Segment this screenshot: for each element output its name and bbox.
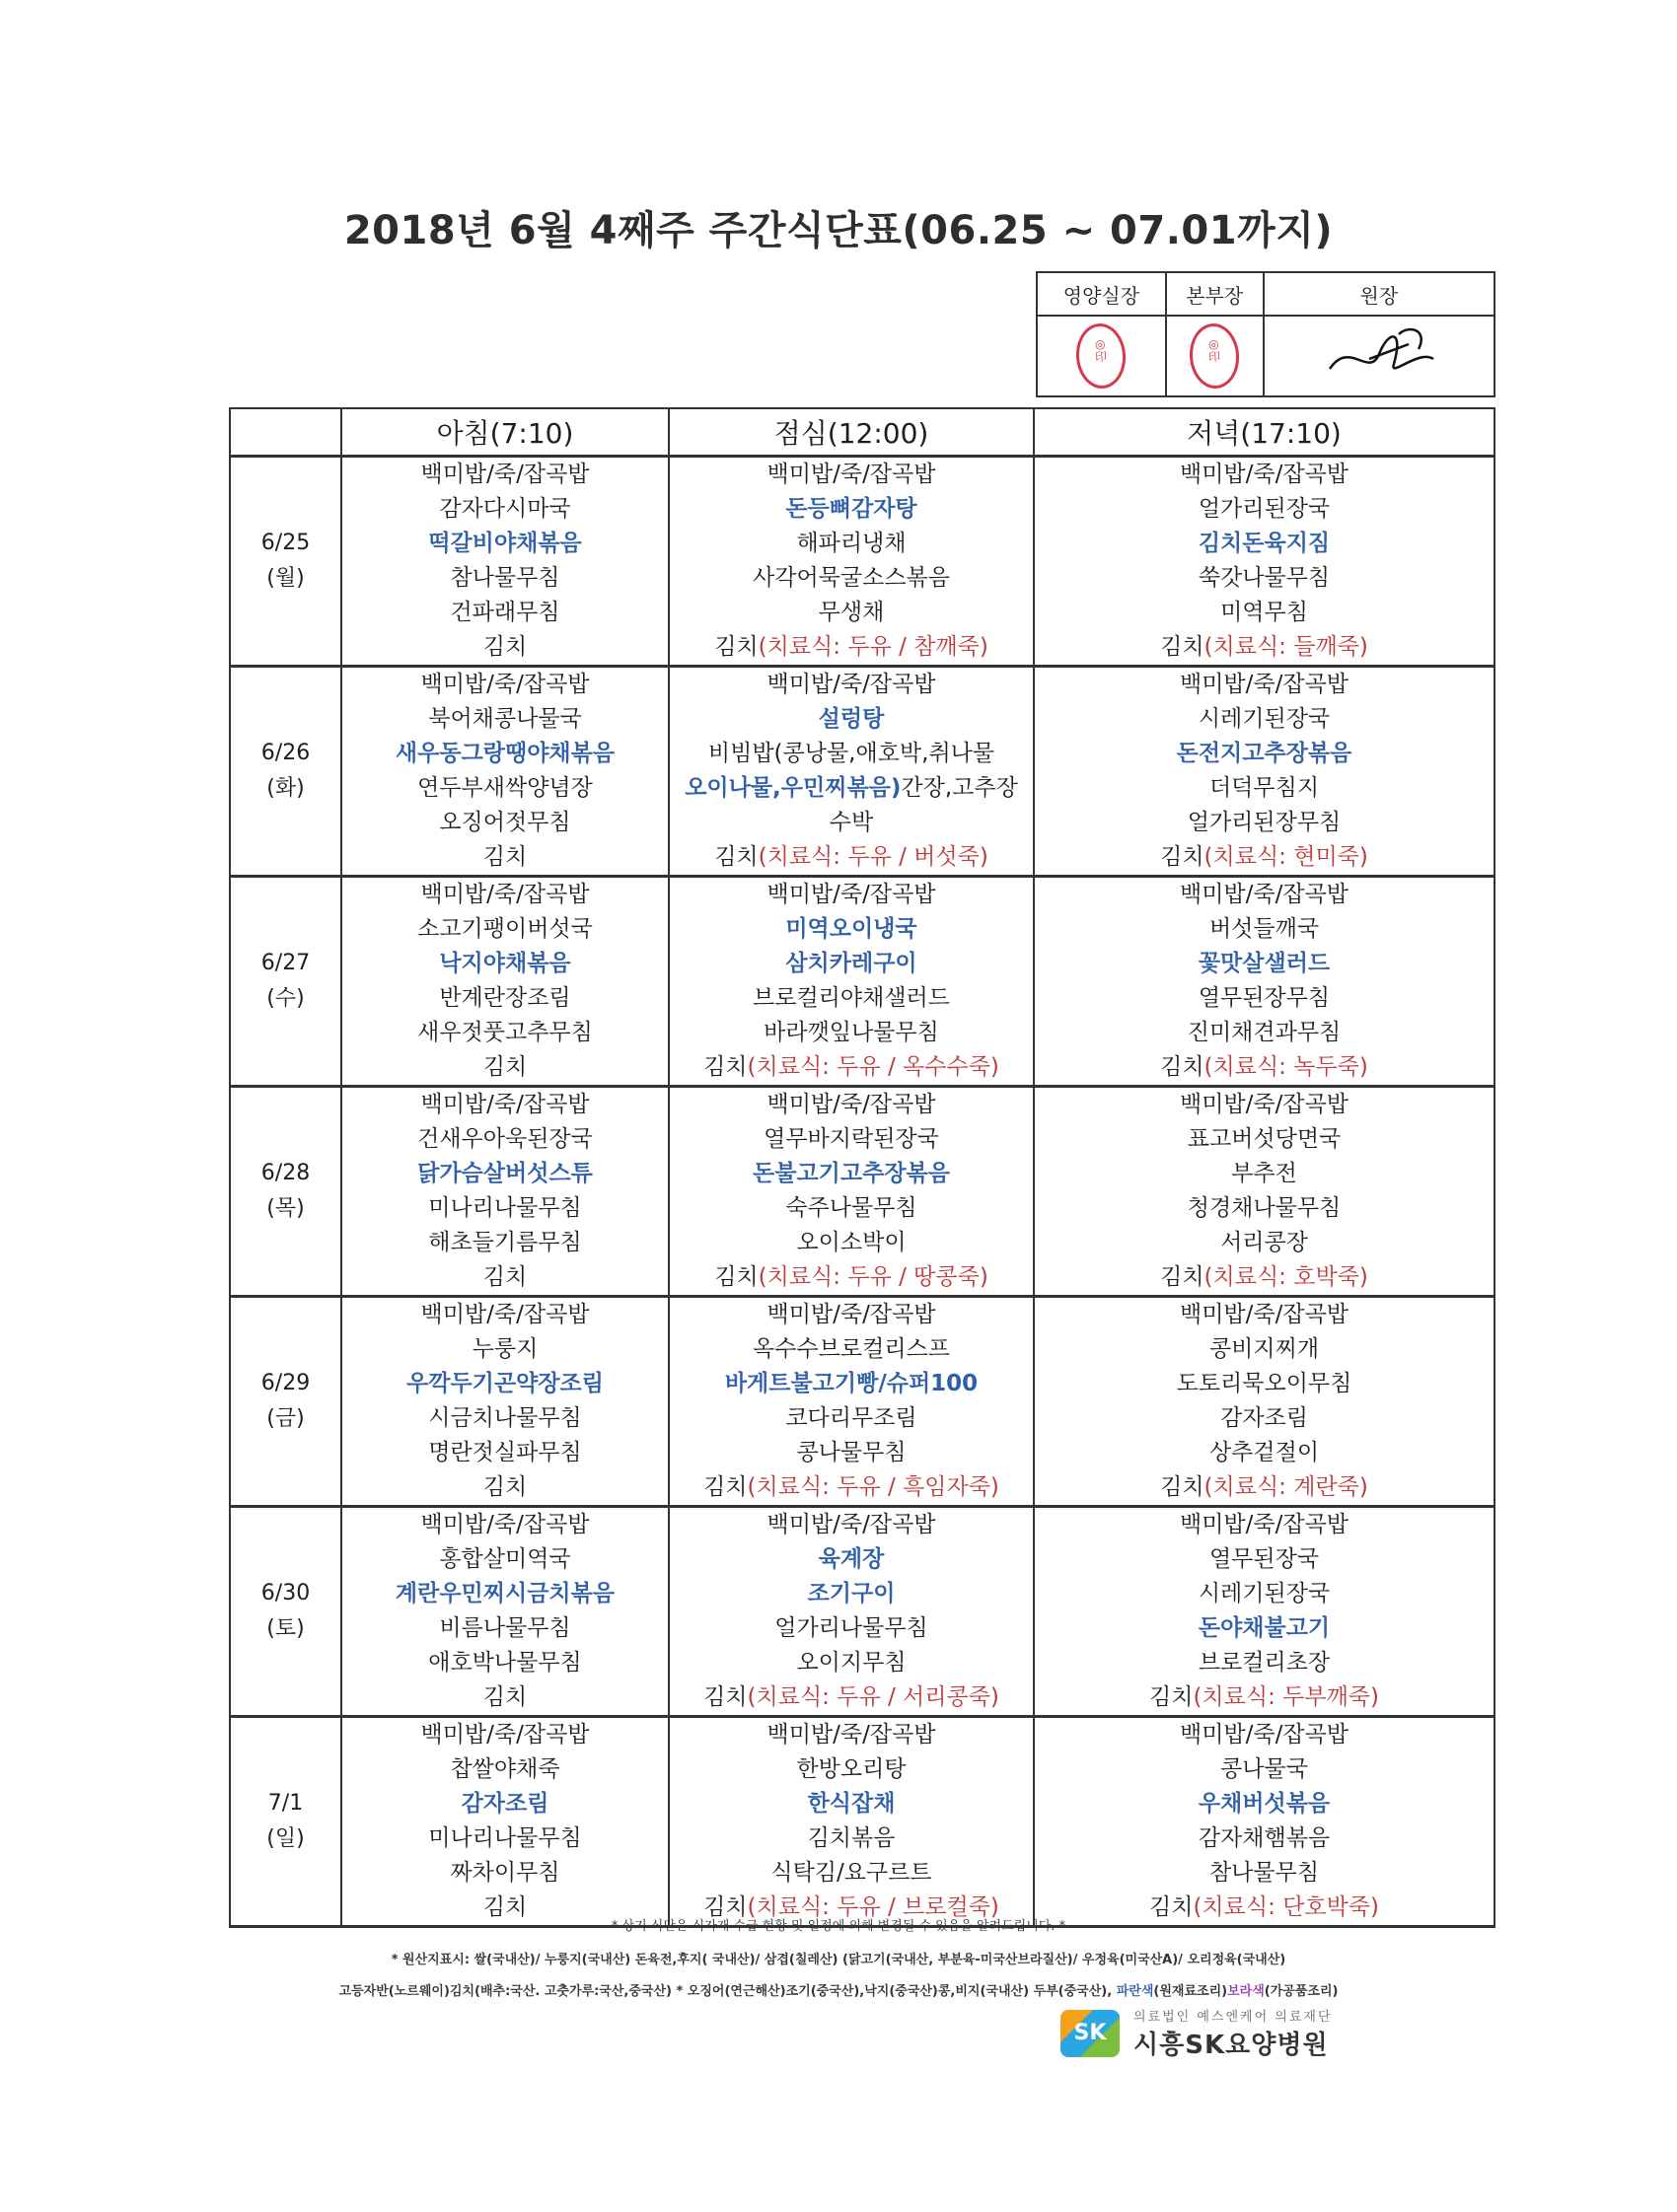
menu-item: 김치 <box>482 1474 528 1500</box>
red-seal-stamp: ◎ 印 <box>1188 321 1241 390</box>
menu-item: 상추겉절이 <box>1208 1440 1320 1465</box>
menu-item: 백미밥/죽/잡곡밥 <box>420 1092 590 1117</box>
menu-item: 백미밥/죽/잡곡밥 <box>420 672 590 697</box>
dinner-cell <box>1034 1087 1495 1297</box>
kimchi-therapy-item: 김치(치료식: 두유 / 브로컬죽) <box>703 1894 999 1920</box>
kimchi-label: 김치 <box>1160 1474 1204 1500</box>
kimchi-therapy-item: 김치(치료식: 두유 / 참깨죽) <box>714 634 988 660</box>
lunch-cell <box>669 1297 1034 1507</box>
breakfast-cell <box>341 877 669 1087</box>
menu-item: 김치 <box>482 1054 528 1080</box>
red-seal-stamp: ◎ 印 <box>1074 321 1128 390</box>
therapy-diet: 치료식: 들깨죽 <box>1212 634 1359 660</box>
lunch-cell <box>669 667 1034 877</box>
menu-item: 코다리무조림 <box>785 1405 917 1431</box>
menu-item: 홍합살미역국 <box>439 1546 571 1572</box>
menu-item: 얼가리된장무침 <box>1187 810 1342 835</box>
menu-item: 한식잡채 <box>807 1791 896 1817</box>
menu-item: 김치 <box>482 844 528 870</box>
weekday-label: (목) <box>266 1196 305 1221</box>
menu-item: 김치 <box>482 634 528 660</box>
breakfast-cell <box>341 667 669 877</box>
therapy-diet: 치료식: 두부깨죽 <box>1202 1684 1371 1710</box>
menu-item: 애호박나물무침 <box>428 1650 582 1676</box>
menu-item: 김치 <box>482 1684 528 1710</box>
menu-item: 감자조림 <box>1220 1405 1308 1431</box>
menu-item: 미역무침 <box>1220 600 1308 625</box>
kimchi-therapy-item: 김치(치료식: 계란죽) <box>1160 1474 1368 1500</box>
date-label: 6/29 <box>260 1371 311 1395</box>
menu-item: 새우젓풋고추무침 <box>417 1020 593 1045</box>
therapy-diet: 치료식: 계란죽 <box>1212 1474 1359 1500</box>
dinner-cell <box>1034 1297 1495 1507</box>
hospital-logo <box>1060 2006 1333 2061</box>
menu-item: 콩나물무침 <box>796 1440 907 1465</box>
menu-item: 백미밥/죽/잡곡밥 <box>1179 1302 1349 1327</box>
date-cell <box>230 1717 341 1927</box>
menu-item: 백미밥/죽/잡곡밥 <box>420 1722 590 1748</box>
lunch-cell <box>669 1507 1034 1717</box>
header-lunch: 점심(12:00) <box>669 408 1034 457</box>
weekday-label: (금) <box>266 1406 305 1431</box>
notice-line: * 상기 식단은 식자재 수급 현황 및 일정에 의해 변경될 수 있음을 알려드립니다. * <box>611 1919 1066 1934</box>
header-breakfast: 아침(7:10) <box>341 408 669 457</box>
date-cell <box>230 1087 341 1297</box>
menu-item: 열무바지락된장국 <box>764 1126 939 1152</box>
menu-item: 사각어묵굴소스볶음 <box>753 565 950 591</box>
menu-item: 백미밥/죽/잡곡밥 <box>1179 882 1349 907</box>
weekday-label: (화) <box>266 776 305 801</box>
therapy-diet: 치료식: 두유 / 버섯죽 <box>766 844 980 870</box>
kimchi-label: 김치 <box>714 844 759 870</box>
breakfast-cell <box>341 457 669 667</box>
menu-item: 백미밥/죽/잡곡밥 <box>766 672 936 697</box>
menu-item: 무생채 <box>818 600 885 625</box>
menu-item: 조기구이 <box>807 1581 896 1606</box>
menu-item: 반계란장조림 <box>439 985 571 1011</box>
therapy-diet: 치료식: 녹두죽 <box>1212 1054 1359 1080</box>
menu-item: 새우동그랑땡야채볶음 <box>395 741 616 766</box>
therapy-diet: 치료식: 두유 / 브로컬죽 <box>756 1894 990 1920</box>
menu-item: 백미밥/죽/잡곡밥 <box>420 462 590 487</box>
day-row <box>230 667 1495 877</box>
day-row <box>230 877 1495 1087</box>
menu-item: 참나물무침 <box>450 565 560 591</box>
legend-blue-desc: (원재료조리) <box>1153 1984 1228 1999</box>
menu-item: 백미밥/죽/잡곡밥 <box>766 462 936 487</box>
menu-item: 시레기된장국 <box>1198 1581 1331 1606</box>
day-row <box>230 1297 1495 1507</box>
menu-item: 숙주나물무침 <box>785 1195 917 1221</box>
menu-item: 도토리묵오이무침 <box>1176 1371 1352 1396</box>
breakfast-cell <box>341 1717 669 1927</box>
therapy-diet: 치료식: 호박죽 <box>1212 1264 1359 1290</box>
menu-item: 시금치나물무침 <box>428 1405 582 1431</box>
menu-item: 김치 <box>482 1894 528 1920</box>
logo-subtitle: 의료법인 예스엔케어 의료재단 <box>1133 2010 1333 2025</box>
menu-item: 소고기팽이버섯국 <box>417 916 593 942</box>
kimchi-label: 김치 <box>1160 1054 1204 1080</box>
menu-item: 떡갈비야채볶음 <box>428 531 582 556</box>
signature-mark <box>1310 320 1448 389</box>
kimchi-therapy-item: 김치(치료식: 두유 / 버섯죽) <box>714 844 988 870</box>
origin-line: * 원산지표시: 쌀(국내산)/ 누룽지(국내산) 돈육전,후지( 국내산)/ 삼겹(칠레산) (닭고기(국내산, 부분육-미국산브라질산)/ 우정육(미국산A)/ 오리정육(국내산) <box>391 1953 1286 1967</box>
day-row <box>230 457 1495 667</box>
menu-item: 돈야채불고기 <box>1198 1615 1331 1641</box>
menu-item: 수박 <box>829 810 874 835</box>
kimchi-label: 김치 <box>1160 634 1204 660</box>
menu-item: 명란젓실파무침 <box>428 1440 582 1465</box>
menu-item: 오이지무침 <box>796 1650 907 1676</box>
therapy-diet: 치료식: 현미죽 <box>1212 844 1359 870</box>
breakfast-cell <box>341 1507 669 1717</box>
date-label: 7/1 <box>267 1791 304 1816</box>
menu-item: 바라깻잎나물무침 <box>764 1020 939 1045</box>
weekday-label: (수) <box>266 986 305 1011</box>
menu-item: 버섯들깨국 <box>1208 916 1320 942</box>
menu-item: 돈전지고추장볶음 <box>1176 741 1352 766</box>
menu-item-plain: 간장,고추장 <box>901 775 1018 801</box>
menu-item: 돈등뼈감자탕 <box>785 496 917 522</box>
menu-item: 계란우민찌시금치볶음 <box>395 1581 616 1606</box>
menu-item: 바게트불고기빵/슈퍼100 <box>724 1371 979 1396</box>
menu-item: 백미밥/죽/잡곡밥 <box>420 882 590 907</box>
approval-header: 영양실장 <box>1037 272 1166 316</box>
menu-item: 오이소박이 <box>796 1230 907 1255</box>
menu-item: 백미밥/죽/잡곡밥 <box>1179 1092 1349 1117</box>
kimchi-label: 김치 <box>703 1474 748 1500</box>
menu-item: 누룽지 <box>472 1336 539 1362</box>
menu-item: 쑥갓나물무침 <box>1198 565 1331 591</box>
date-cell <box>230 667 341 877</box>
therapy-diet: 치료식: 두유 / 참깨죽 <box>766 634 980 660</box>
date-cell <box>230 1507 341 1717</box>
kimchi-label: 김치 <box>714 1264 759 1290</box>
approval-seal-cell <box>1166 316 1264 396</box>
menu-item: 해초들기름무침 <box>428 1230 582 1255</box>
date-cell <box>230 1297 341 1507</box>
menu-item: 시레기된장국 <box>1198 706 1331 732</box>
date-cell <box>230 877 341 1087</box>
dinner-cell <box>1034 667 1495 877</box>
kimchi-therapy-item: 김치(치료식: 두부깨죽) <box>1149 1684 1379 1710</box>
menu-item: 식탁김/요구르트 <box>770 1860 932 1886</box>
menu-item: 감자채햄볶음 <box>1198 1825 1331 1851</box>
menu-item: 육계장 <box>818 1546 885 1572</box>
menu-item: 삼치카레구이 <box>785 951 917 976</box>
lunch-cell <box>669 1087 1034 1297</box>
menu-item: 건새우아욱된장국 <box>417 1126 593 1152</box>
day-row <box>230 1087 1495 1297</box>
kimchi-therapy-item: 김치(치료식: 현미죽) <box>1160 844 1368 870</box>
menu-item: 김치 <box>482 1264 528 1290</box>
menu-item: 얼가리된장국 <box>1198 496 1331 522</box>
menu-item: 백미밥/죽/잡곡밥 <box>766 1302 936 1327</box>
kimchi-label: 김치 <box>703 1054 748 1080</box>
menu-item: 백미밥/죽/잡곡밥 <box>766 882 936 907</box>
lunch-cell <box>669 877 1034 1087</box>
breakfast-cell <box>341 1297 669 1507</box>
menu-item: 브로컬리야채샐러드 <box>753 985 950 1011</box>
menu-item: 닭가슴살버섯스튜 <box>417 1161 593 1186</box>
therapy-diet: 치료식: 단호박죽 <box>1202 1894 1371 1920</box>
kimchi-label: 김치 <box>1149 1684 1194 1710</box>
menu-item: 해파리냉채 <box>796 531 907 556</box>
menu-item: 낙지야채볶음 <box>439 951 571 976</box>
origin-line-2 <box>0 1980 1677 1999</box>
approval-seal-cell <box>1037 316 1166 396</box>
page-title: 2018년 6월 4째주 주간식단표(06.25 ~ 07.01까지) <box>343 208 1334 253</box>
dinner-cell <box>1034 1717 1495 1927</box>
date-label: 6/28 <box>260 1161 311 1185</box>
menu-item: 옥수수브로컬리스프 <box>753 1336 950 1362</box>
menu-item: 연두부새싹양념장 <box>417 775 593 801</box>
menu-item: 더덕무침지 <box>1208 775 1320 801</box>
therapy-diet: 치료식: 두유 / 서리콩죽 <box>756 1684 990 1710</box>
kimchi-label: 김치 <box>1160 1264 1204 1290</box>
menu-item: 돈불고기고추장볶음 <box>753 1161 950 1186</box>
menu-item: 백미밥/죽/잡곡밥 <box>766 1092 936 1117</box>
menu-item <box>670 771 1033 806</box>
dinner-cell <box>1034 457 1495 667</box>
menu-item: 한방오리탕 <box>796 1756 907 1782</box>
menu-item: 백미밥/죽/잡곡밥 <box>766 1722 936 1748</box>
menu-item: 김치돈육지짐 <box>1198 531 1331 556</box>
approval-header: 원장 <box>1264 272 1495 316</box>
menu-item: 백미밥/죽/잡곡밥 <box>766 1512 936 1537</box>
approval-signature-cell <box>1264 316 1495 396</box>
menu-item: 청경채나물무침 <box>1187 1195 1342 1221</box>
kimchi-therapy-item: 김치(치료식: 두유 / 옥수수죽) <box>703 1054 999 1080</box>
menu-item: 부추전 <box>1231 1161 1297 1186</box>
menu-item: 참나물무침 <box>1208 1860 1320 1886</box>
date-label: 6/27 <box>260 951 311 975</box>
kimchi-label: 김치 <box>703 1894 748 1920</box>
approval-header: 본부장 <box>1166 272 1264 316</box>
kimchi-label: 김치 <box>703 1684 748 1710</box>
menu-item: 서리콩장 <box>1220 1230 1308 1255</box>
date-label: 6/30 <box>260 1581 311 1605</box>
menu-item: 감자다시마국 <box>439 496 571 522</box>
kimchi-therapy-item: 김치(치료식: 두유 / 땅콩죽) <box>714 1264 988 1290</box>
menu-item: 백미밥/죽/잡곡밥 <box>420 1302 590 1327</box>
menu-item: 백미밥/죽/잡곡밥 <box>1179 462 1349 487</box>
dinner-cell <box>1034 877 1495 1087</box>
menu-item: 북어채콩나물국 <box>428 706 582 732</box>
weekly-menu-table <box>229 407 1495 1928</box>
menu-item: 건파래무침 <box>450 600 560 625</box>
weekday-label: (월) <box>266 566 305 591</box>
menu-item: 꽃맛살샐러드 <box>1198 951 1331 976</box>
date-label: 6/25 <box>260 531 311 555</box>
therapy-diet: 치료식: 두유 / 흑임자죽 <box>756 1474 990 1500</box>
menu-item: 진미채견과무침 <box>1187 1020 1342 1045</box>
weekday-label: (토) <box>266 1616 305 1641</box>
menu-item: 비빔밥(콩낭물,애호박,취나물 <box>707 741 995 766</box>
lunch-cell <box>669 1717 1034 1927</box>
kimchi-label: 김치 <box>1149 1894 1194 1920</box>
breakfast-cell <box>341 1087 669 1297</box>
kimchi-therapy-item: 김치(치료식: 호박죽) <box>1160 1264 1368 1290</box>
menu-item: 콩비지찌개 <box>1208 1336 1320 1362</box>
legend-purple: 보라색 <box>1227 1984 1265 1999</box>
kimchi-therapy-item: 김치(치료식: 단호박죽) <box>1149 1894 1379 1920</box>
menu-item: 김치볶음 <box>807 1825 896 1851</box>
approval-box <box>1036 271 1495 397</box>
menu-item: 설렁탕 <box>818 706 885 732</box>
lunch-cell <box>669 457 1034 667</box>
menu-item: 미나리나물무침 <box>428 1825 582 1851</box>
origin-text: 고등자반(노르웨이)김치(배추:국산. 고춧가루:국산,중국산) * 오징어(연근해산)조기(중국산),낙지(중국산)콩,비지(국내산) 두부(중국산), <box>338 1984 1117 1999</box>
kimchi-therapy-item: 김치(치료식: 두유 / 서리콩죽) <box>703 1684 999 1710</box>
kimchi-therapy-item: 김치(치료식: 두유 / 흑임자죽) <box>703 1474 999 1500</box>
menu-item: 찹쌀야채죽 <box>450 1756 560 1782</box>
legend-purple-desc: (가공품조리) <box>1264 1984 1339 1999</box>
kimchi-label: 김치 <box>1160 844 1204 870</box>
menu-item: 미나리나물무침 <box>428 1195 582 1221</box>
menu-item: 얼가리나물무침 <box>774 1615 928 1641</box>
day-row <box>230 1507 1495 1717</box>
menu-item: 열무된장무침 <box>1198 985 1331 1011</box>
menu-item: 감자조림 <box>461 1791 549 1817</box>
dinner-cell <box>1034 1507 1495 1717</box>
date-cell <box>230 457 341 667</box>
menu-item: 표고버섯당면국 <box>1187 1126 1342 1152</box>
menu-item: 짜차이무침 <box>450 1860 560 1886</box>
day-row <box>230 1717 1495 1927</box>
corner-cell <box>230 408 341 457</box>
weekday-label: (일) <box>266 1826 305 1851</box>
menu-item: 콩나물국 <box>1220 1756 1308 1782</box>
menu-item: 백미밥/죽/잡곡밥 <box>1179 672 1349 697</box>
legend-blue: 파란색 <box>1116 1984 1154 1999</box>
menu-item: 미역오이냉국 <box>785 916 917 942</box>
menu-item: 백미밥/죽/잡곡밥 <box>420 1512 590 1537</box>
menu-item: 우깍두기곤약장조림 <box>406 1371 604 1396</box>
menu-item: 비름나물무침 <box>439 1615 571 1641</box>
menu-item: 백미밥/죽/잡곡밥 <box>1179 1722 1349 1748</box>
date-label: 6/26 <box>260 741 311 765</box>
kimchi-therapy-item: 김치(치료식: 녹두죽) <box>1160 1054 1368 1080</box>
header-dinner: 저녁(17:10) <box>1034 408 1495 457</box>
menu-item: 브로컬리초장 <box>1198 1650 1331 1676</box>
menu-item: 백미밥/죽/잡곡밥 <box>1179 1512 1349 1537</box>
logo-name: 시흥SK요양병원 <box>1133 2031 1329 2060</box>
kimchi-label: 김치 <box>714 634 759 660</box>
therapy-diet: 치료식: 두유 / 옥수수죽 <box>756 1054 990 1080</box>
therapy-diet: 치료식: 두유 / 땅콩죽 <box>766 1264 980 1290</box>
sk-logo-icon: SK <box>1060 2010 1120 2057</box>
kimchi-therapy-item: 김치(치료식: 들깨죽) <box>1160 634 1368 660</box>
menu-item-highlight: 오이나물,우민찌볶음) <box>685 775 902 801</box>
menu-item: 우채버섯볶음 <box>1198 1791 1331 1817</box>
menu-item: 열무된장국 <box>1208 1546 1320 1572</box>
menu-item: 오징어젓무침 <box>439 810 571 835</box>
